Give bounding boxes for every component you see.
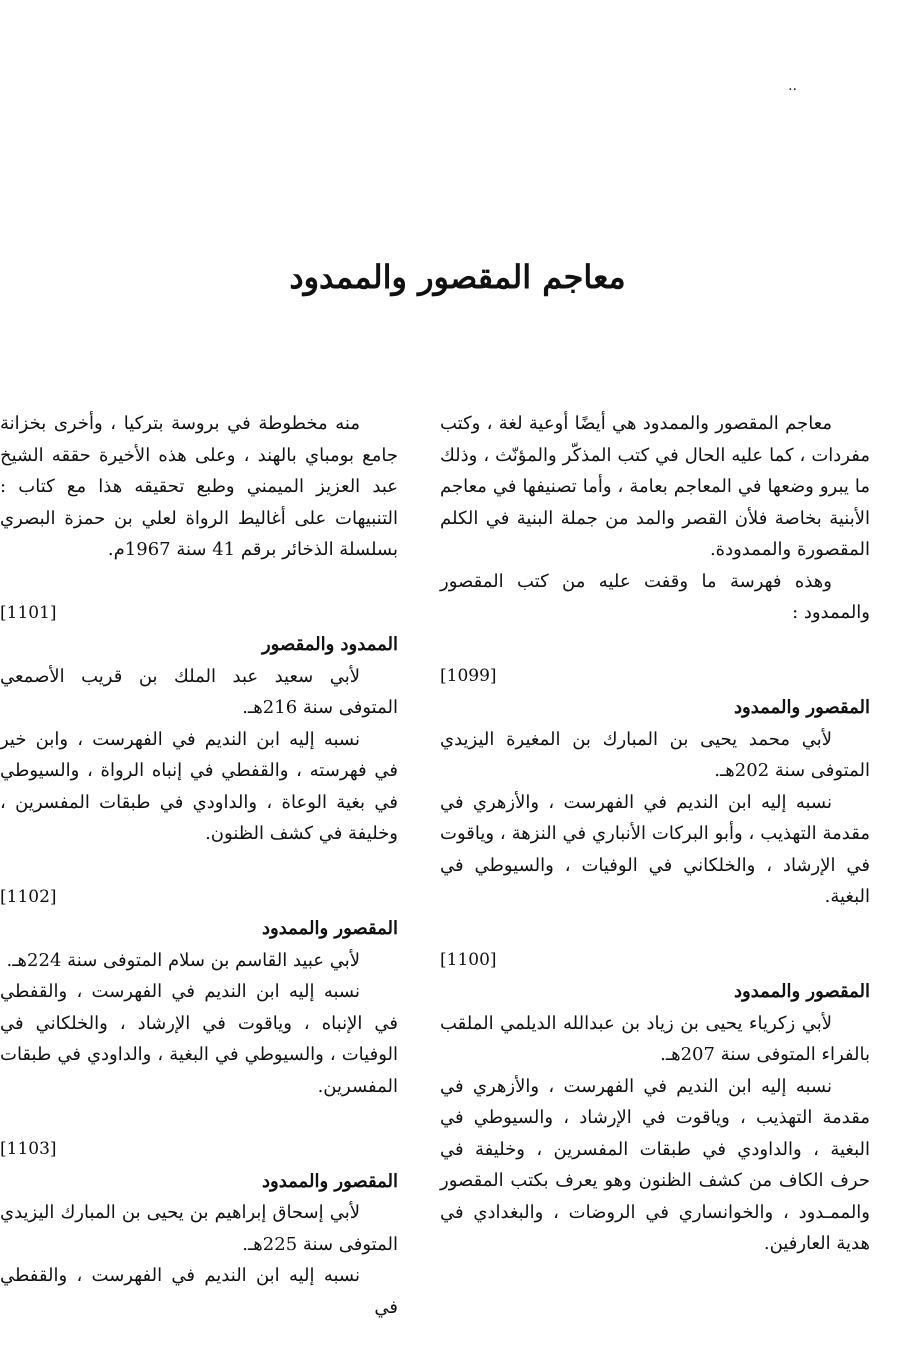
entry-number: [1100]: [440, 949, 497, 970]
entry-number: [1101]: [0, 602, 57, 623]
intro-paragraph-1: معاجم المقصور والممدود هي أيضًا أوعية لغة ، وكتب مفردات ، كما عليه الحال في كتب المذكّر والمؤنّث ، وذلك ما يبرو وضعها في المعاجم بعامة ، وأما تصنيفها في معاجم الأبنية بخاصة فلأن القصر والمد من جملة البنية في الكلم المقصورة والممدودة.: [440, 413, 870, 560]
entry-sources: نسبه إليه ابن النديم في الفهرست ، والأزهري في مقدمة التهذيب ، وياقوت في الإرشاد ، والسيوطي في البغية ، والداودي في طبقات المفسرين ، وخليفة في حرف الكاف من كشف الظنون وهو يعرف بكتب المقصور والممـدود ، والخوانساري في الروضات ، والبغدادي في هدية العارفين.: [440, 1075, 870, 1254]
entry-title: المقصور والممدود: [733, 981, 870, 1002]
entry-title: المقصور والممدود: [261, 1170, 398, 1192]
entry-1100: [440, 945, 870, 1260]
entry-author: لأبي عبيد القاسم بن سلام المتوفى سنة 224هـ.: [6, 949, 360, 971]
entry-number: [1103]: [0, 1139, 57, 1159]
entry-1103: [0, 1134, 398, 1323]
right-column: [440, 408, 870, 1260]
entry-sources: نسبه إليه ابن النديم في الفهرست ، وابن خير في فهرسته ، والقفطي في إنباه الرواة ، والسيوطي في بغية الوعاة ، والداودي في طبقات المفسرين ، وخليفة في كشف الظنون.: [0, 728, 398, 844]
left-column: [0, 408, 398, 1323]
entry-sources: نسبه إليه ابن النديم في الفهرست ، والقفطي في: [0, 1265, 398, 1318]
entry-title: المقصور والممدود: [733, 697, 870, 718]
entry-author: لأبي إسحاق إبراهيم بن يحيى بن المبارك اليزيدي المتوفى سنة 225هـ.: [0, 1202, 398, 1255]
entry-number: [1099]: [440, 665, 497, 686]
entry-title: المقصور والممدود: [261, 918, 398, 939]
entry-author: لأبي سعيد عبد الملك بن قريب الأصمعي المتوفى سنة 216هـ.: [0, 665, 398, 718]
entry-1102: [0, 882, 398, 1103]
entry-1099: [440, 661, 870, 913]
entry-author: لأبي زكرياء يحيى بن زياد بن عبدالله الديلمي الملقب بالفراء المتوفى سنة 207هـ.: [440, 1012, 870, 1065]
entry-title: الممدود والمقصور: [261, 634, 398, 655]
continuation-paragraph: منه مخطوطة في بروسة بتركيا ، وأخرى بخزانة جامع بومباي بالهند ، وعلى هذه الأخيرة حققه الشيخ عبد العزيز الميمني وطبع تحقيقه هذا مع كتاب : التنبيهات على أغاليط الرواة لعلي بن حمزة البصري بسلسلة الذخائر برقم 41 سنة 1967م.: [0, 413, 398, 560]
entry-sources: نسبه إليه ابن النديم في الفهرست ، والأزهري في مقدمة التهذيب ، وأبو البركات الأنباري في النزهة ، وياقوت في الإرشاد ، والخلكاني في الوفيات ، والسيوطي في البغية.: [440, 791, 870, 907]
intro-paragraph-2: وهذه فهرسة ما وقفت عليه من كتب المقصور والممدود :: [440, 570, 870, 623]
entry-sources: نسبه إليه ابن النديم في الفهرست ، والقفطي في الإنباه ، وياقوت في الإرشاد ، والخلكاني في الوفيات ، والسيوطي في البغية ، والداودي في طبقات المفسرين.: [0, 981, 398, 1097]
page-title: معاجم المقصور والممدود: [289, 258, 626, 296]
corner-mark: ..: [788, 78, 797, 94]
entry-author: لأبي محمد يحيى بن المبارك بن المغيرة اليزيدي المتوفى سنة 202هـ.: [440, 728, 870, 781]
entry-number: [1102]: [0, 886, 57, 907]
entry-1101: [0, 598, 398, 850]
